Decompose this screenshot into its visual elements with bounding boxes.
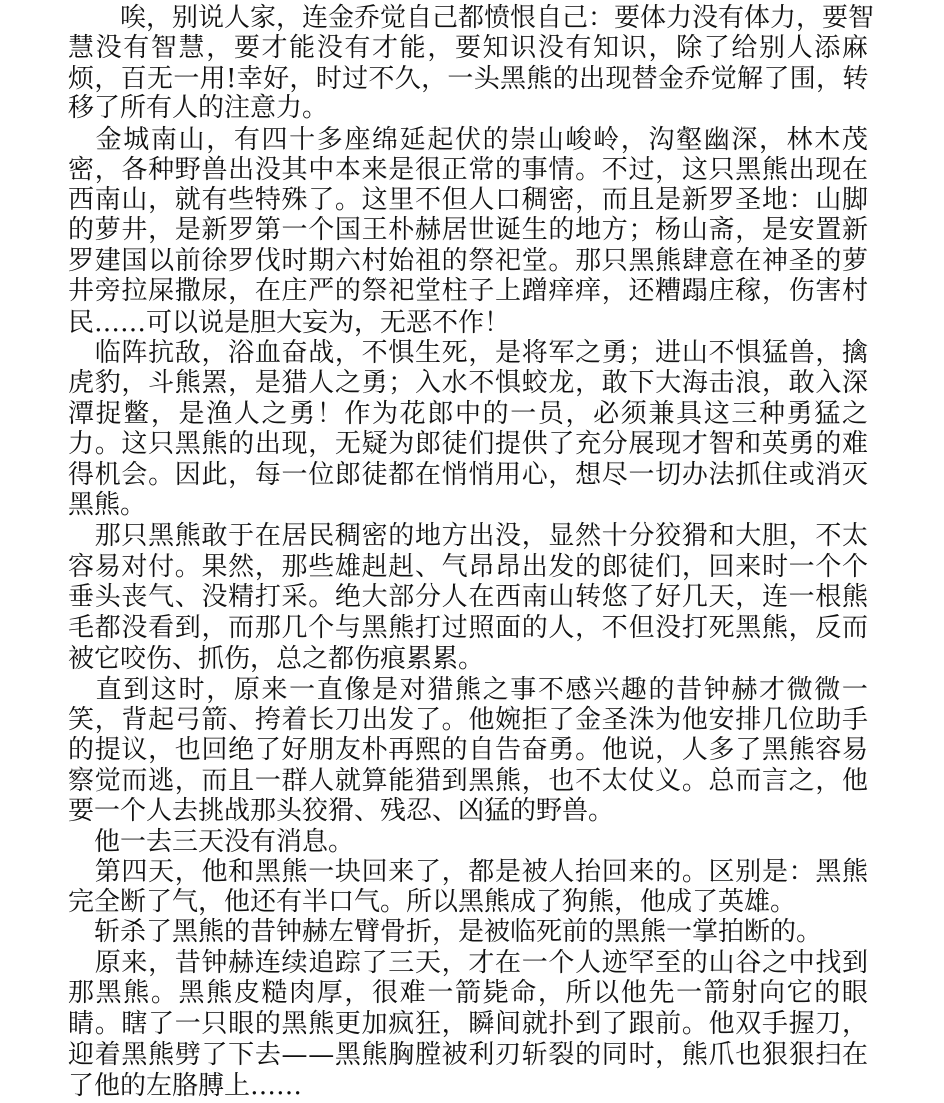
- text-line: 那黑熊。黑熊皮糙肉厚，很难一箭毙命，所以他先一箭射向它的眼: [68, 978, 870, 1009]
- text-line: 慧没有智慧，要才能没有才能，要知识没有知识，除了给别人添麻: [68, 33, 870, 64]
- text-line: 容易对付。果然，那些雄赳赳、气昂昂出发的郎徒们，回来时一个个: [68, 551, 869, 582]
- text-line: 了他的左胳膊上……: [68, 1070, 303, 1101]
- text-line: 潭捉鳖，是渔人之勇！作为花郎中的一员，必须兼具这三种勇猛之: [68, 399, 870, 430]
- text-line: 金城南山，有四十多座绵延起伏的崇山峻岭，沟壑幽深，林木茂: [68, 124, 870, 155]
- text-line: 斩杀了黑熊的昔钟赫左臂骨折，是被临死前的黑熊一掌拍断的。: [68, 917, 823, 948]
- text-line: 毛都没看到，而那几个与黑熊打过照面的人，不但没打死黑熊，反而: [68, 613, 869, 644]
- text-line: 力。这只黑熊的出现，无疑为郎徒们提供了充分展现才智和英勇的难: [68, 429, 869, 460]
- text-line: 民……可以说是胆大妄为，无恶不作！: [68, 307, 511, 338]
- text-line: 睛。瞎了一只眼的黑熊更加疯狂，瞬间就扑到了跟前。他双手握刀，: [68, 1009, 869, 1040]
- text-line: 烦，百无一用!幸好，时过不久，一头黑熊的出现替金乔觉解了围，转: [68, 64, 869, 95]
- text-line: 笑，背起弓箭、挎着长刀出发了。他婉拒了金圣洙为他安排几位助手: [68, 704, 869, 735]
- text-line: 得机会。因此，每一位郎徒都在悄悄用心，想尽一切办法抓住或消灭: [68, 459, 869, 490]
- text-line: 那只黑熊敢于在居民稠密的地方出没，显然十分狡猾和大胆，不太: [68, 521, 869, 552]
- text-line: 黑熊。: [68, 489, 147, 520]
- text-line: 的萝井，是新罗第一个国王朴赫居世诞生的地方；杨山斋，是安置新: [68, 215, 869, 245]
- text-line: 他一去三天没有消息。: [68, 826, 355, 857]
- text-line: 直到这时，原来一直像是对猎熊之事不感兴趣的昔钟赫才微微一: [68, 674, 870, 705]
- text-line: 移了所有人的注意力。: [68, 92, 329, 123]
- text-line: 西南山，就有些特殊了。这里不但人口稠密，而且是新罗圣地：山脚: [68, 184, 869, 215]
- text-line: 唉，别说人家，连金乔觉自己都愤恨自己：要体力没有体力，要智: [68, 3, 875, 34]
- text-line: 临阵抗敌，浴血奋战，不惧生死，是将军之勇；进山不惧猛兽，擒: [68, 338, 869, 368]
- text-line: 察觉而逃，而且一群人就算能猎到黑熊，也不太仗义。总而言之，他: [68, 765, 869, 796]
- text-line: 垂头丧气、没精打采。绝大部分人在西南山转悠了好几天，连一根熊: [68, 582, 869, 613]
- text-line: 罗建国以前徐罗伐时期六村始祖的祭祀堂。那只黑熊肆意在神圣的萝: [68, 246, 869, 276]
- text-line: 完全断了气，他还有半口气。所以黑熊成了狗熊，他成了英雄。: [68, 887, 797, 918]
- text-line: 密，各种野兽出没其中本来是很正常的事情。不过，这只黑熊出现在: [68, 154, 869, 185]
- text-line: 被它咬伤、抓伤，总之都伤痕累累。: [68, 643, 485, 674]
- text-line: 虎豹，斗熊罴，是猎人之勇；入水不惧蛟龙，敢下大海击浪，敢入深: [68, 368, 869, 399]
- text-line: 第四天，他和黑熊一块回来了，都是被人抬回来的。区别是：黑熊: [68, 857, 869, 887]
- text-line: 原来，昔钟赫连续追踪了三天，才在一个人迹罕至的山谷之中找到: [68, 948, 869, 979]
- text-line: 要一个人去挑战那头狡猾、残忍、凶猛的野兽。: [68, 795, 615, 826]
- text-line: 迎着黑熊劈了下去——黑熊胸膛被利刃斩裂的同时，熊爪也狠狠扫在: [68, 1040, 869, 1071]
- text-line: 井旁拉屎撒尿，在庄严的祭祀堂柱子上蹭痒痒，还糟蹋庄稼，伤害村: [68, 276, 869, 307]
- text-line: 的提议，也回绝了好朋友朴再熙的自告奋勇。他说，人多了黑熊容易: [68, 734, 869, 765]
